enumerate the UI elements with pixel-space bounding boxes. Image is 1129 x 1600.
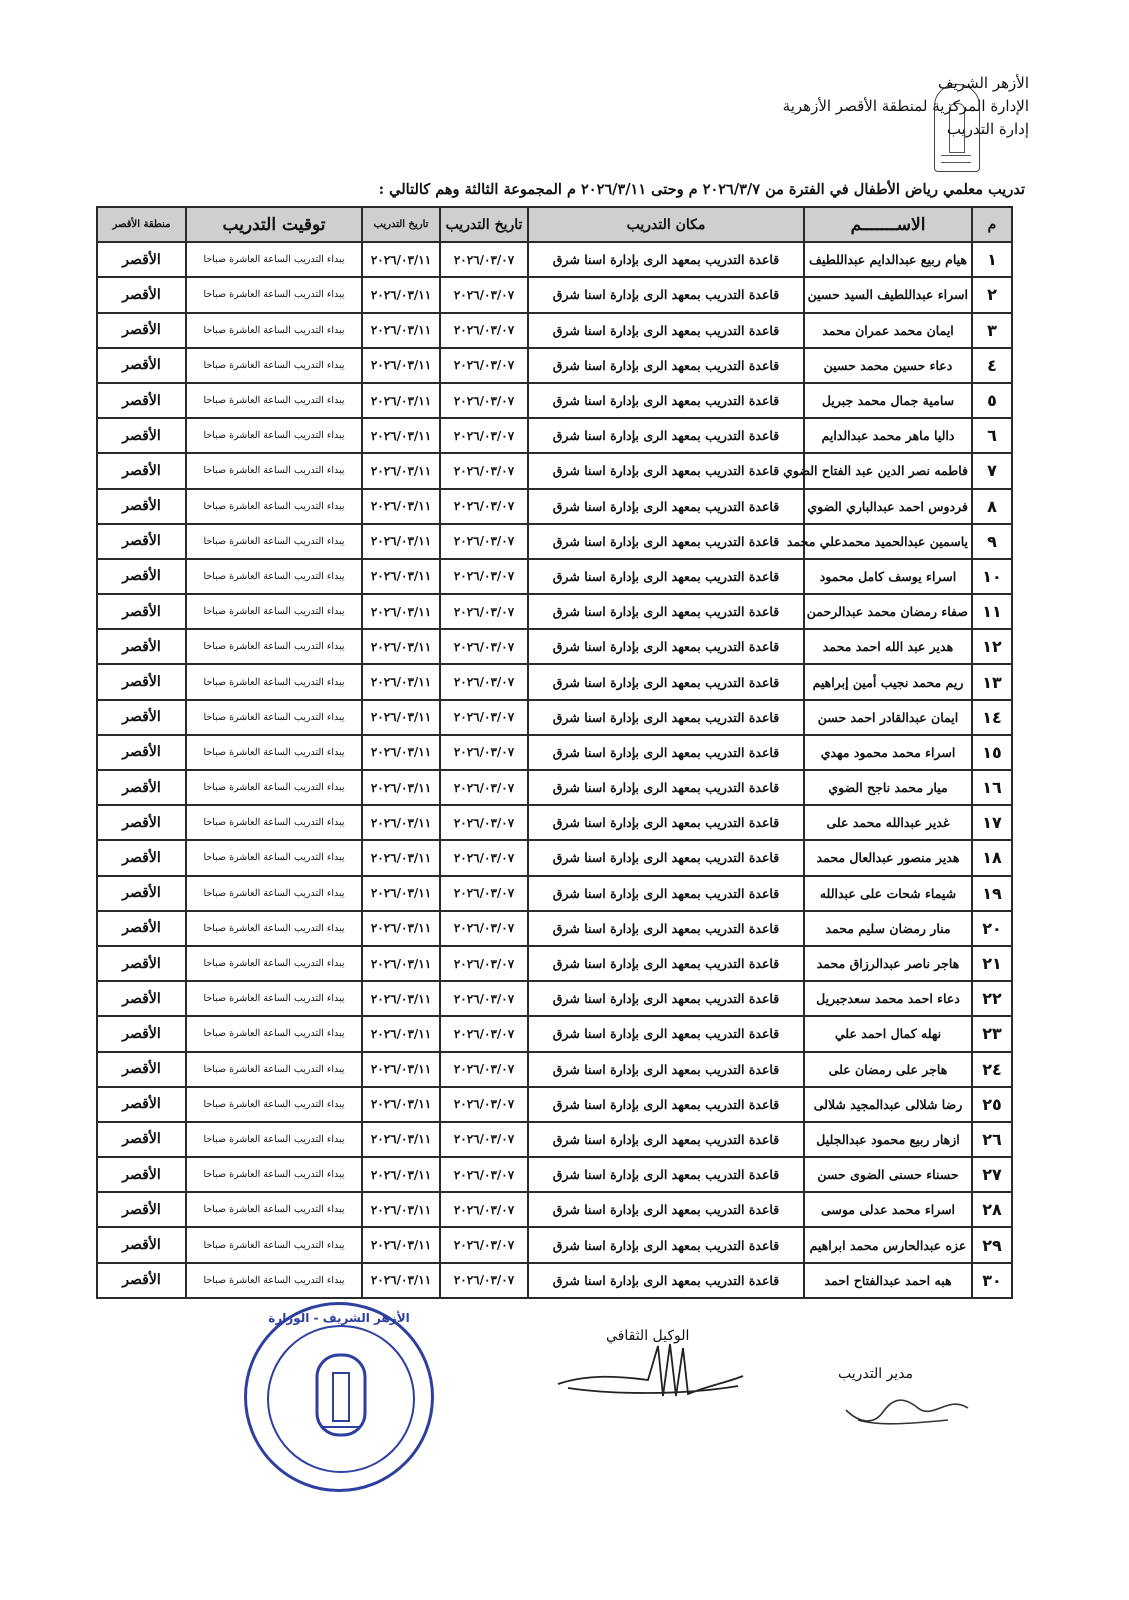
header-num: م [972, 207, 1012, 242]
cell-end: ٢٠٢٦/٠٣/١١ [362, 559, 440, 594]
cell-region: الأقصر [97, 1263, 186, 1298]
table-row [97, 453, 1012, 488]
cell-place: قاعدة التدريب بمعهد الرى بإدارة اسنا شرق [528, 1192, 804, 1227]
letterhead-line-2: الإدارة المركزية لمنطقة الأقصر الأزهرية [782, 97, 1029, 115]
cell-place: قاعدة التدريب بمعهد الرى بإدارة اسنا شرق [528, 418, 804, 453]
cell-start: ٢٠٢٦/٠٣/٠٧ [440, 1087, 528, 1122]
cell-start: ٢٠٢٦/٠٣/٠٧ [440, 770, 528, 805]
letterhead-line-1: الأزهر الشريف [937, 74, 1029, 92]
cell-end: ٢٠٢٦/٠٣/١١ [362, 489, 440, 524]
cell-time: يبداء التدريب الساعة العاشرة صباحا [186, 911, 362, 946]
cell-end: ٢٠٢٦/٠٣/١١ [362, 700, 440, 735]
cell-region: الأقصر [97, 524, 186, 559]
cell-start: ٢٠٢٦/٠٣/٠٧ [440, 383, 528, 418]
cell-num: ٤ [972, 348, 1012, 383]
cell-end: ٢٠٢٦/٠٣/١١ [362, 242, 440, 277]
cell-place: قاعدة التدريب بمعهد الرى بإدارة اسنا شرق [528, 805, 804, 840]
cell-num: ٢٢ [972, 981, 1012, 1016]
cell-start: ٢٠٢٦/٠٣/٠٧ [440, 524, 528, 559]
cell-name: هدير منصور عبدالعال محمد [804, 840, 972, 875]
cell-start: ٢٠٢٦/٠٣/٠٧ [440, 1122, 528, 1157]
cell-region: الأقصر [97, 840, 186, 875]
cell-num: ١٤ [972, 700, 1012, 735]
cell-end: ٢٠٢٦/٠٣/١١ [362, 1192, 440, 1227]
cell-num: ٢ [972, 277, 1012, 312]
cell-start: ٢٠٢٦/٠٣/٠٧ [440, 489, 528, 524]
cell-start: ٢٠٢٦/٠٣/٠٧ [440, 559, 528, 594]
cell-time: يبداء التدريب الساعة العاشرة صباحا [186, 1263, 362, 1298]
cell-time: يبداء التدريب الساعة العاشرة صباحا [186, 524, 362, 559]
cell-region: الأقصر [97, 418, 186, 453]
cell-num: ١٨ [972, 840, 1012, 875]
cell-place: قاعدة التدريب بمعهد الرى بإدارة اسنا شرق [528, 1052, 804, 1087]
cell-time: يبداء التدريب الساعة العاشرة صباحا [186, 348, 362, 383]
cell-place: قاعدة التدريب بمعهد الرى بإدارة اسنا شرق [528, 1122, 804, 1157]
cell-place: قاعدة التدريب بمعهد الرى بإدارة اسنا شرق [528, 594, 804, 629]
cell-time: يبداء التدريب الساعة العاشرة صباحا [186, 981, 362, 1016]
cell-time: يبداء التدريب الساعة العاشرة صباحا [186, 946, 362, 981]
cell-time: يبداء التدريب الساعة العاشرة صباحا [186, 629, 362, 664]
cell-name: غدير عبدالله محمد على [804, 805, 972, 840]
cell-region: الأقصر [97, 489, 186, 524]
cell-place: قاعدة التدريب بمعهد الرى بإدارة اسنا شرق [528, 735, 804, 770]
training-manager-signature-icon [838, 1390, 978, 1430]
cell-start: ٢٠٢٦/٠٣/٠٧ [440, 348, 528, 383]
table-row [97, 489, 1012, 524]
cell-num: ١٠ [972, 559, 1012, 594]
cell-time: يبداء التدريب الساعة العاشرة صباحا [186, 840, 362, 875]
cell-end: ٢٠٢٦/٠٣/١١ [362, 524, 440, 559]
table-row [97, 876, 1012, 911]
cell-name: شيماء شحات على عبدالله [804, 876, 972, 911]
cell-region: الأقصر [97, 453, 186, 488]
cell-region: الأقصر [97, 1157, 186, 1192]
cell-start: ٢٠٢٦/٠٣/٠٧ [440, 946, 528, 981]
cell-time: يبداء التدريب الساعة العاشرة صباحا [186, 559, 362, 594]
cell-end: ٢٠٢٦/٠٣/١١ [362, 1157, 440, 1192]
table-row [97, 1087, 1012, 1122]
cell-start: ٢٠٢٦/٠٣/٠٧ [440, 453, 528, 488]
cell-name: هدير عبد الله احمد محمد [804, 629, 972, 664]
cell-name: هيام ربيع عبدالدايم عبداللطيف [804, 242, 972, 277]
cell-end: ٢٠٢٦/٠٣/١١ [362, 383, 440, 418]
cell-region: الأقصر [97, 946, 186, 981]
cell-place: قاعدة التدريب بمعهد الرى بإدارة اسنا شرق [528, 242, 804, 277]
cell-num: ١٩ [972, 876, 1012, 911]
cell-end: ٢٠٢٦/٠٣/١١ [362, 840, 440, 875]
cell-num: ٣٠ [972, 1263, 1012, 1298]
cell-end: ٢٠٢٦/٠٣/١١ [362, 664, 440, 699]
header-start-date: تاريخ التدريب [440, 207, 528, 242]
cell-end: ٢٠٢٦/٠٣/١١ [362, 629, 440, 664]
cell-num: ٢٧ [972, 1157, 1012, 1192]
cell-num: ٢٣ [972, 1016, 1012, 1051]
cell-name: رضا شلالى عبدالمجيد شلالى [804, 1087, 972, 1122]
cell-num: ١٦ [972, 770, 1012, 805]
cell-name: دعاء حسين محمد حسين [804, 348, 972, 383]
cell-num: ٧ [972, 453, 1012, 488]
cell-end: ٢٠٢٦/٠٣/١١ [362, 981, 440, 1016]
cell-num: ٩ [972, 524, 1012, 559]
cell-name: اسراء محمد محمود مهدي [804, 735, 972, 770]
cell-end: ٢٠٢٦/٠٣/١١ [362, 1122, 440, 1157]
cell-region: الأقصر [97, 383, 186, 418]
cell-region: الأقصر [97, 911, 186, 946]
table-row [97, 559, 1012, 594]
cell-region: الأقصر [97, 1087, 186, 1122]
cell-start: ٢٠٢٦/٠٣/٠٧ [440, 805, 528, 840]
table-row [97, 805, 1012, 840]
cell-name: هبه احمد عبدالفتاح احمد [804, 1263, 972, 1298]
cell-end: ٢٠٢٦/٠٣/١١ [362, 1263, 440, 1298]
cell-end: ٢٠٢٦/٠٣/١١ [362, 594, 440, 629]
table-row [97, 911, 1012, 946]
cell-place: قاعدة التدريب بمعهد الرى بإدارة اسنا شرق [528, 700, 804, 735]
cell-name: منار رمضان سليم محمد [804, 911, 972, 946]
table-row [97, 700, 1012, 735]
official-stamp [244, 1302, 434, 1492]
cell-region: الأقصر [97, 1052, 186, 1087]
roster-body [97, 242, 1012, 1298]
table-row [97, 1157, 1012, 1192]
cell-region: الأقصر [97, 1192, 186, 1227]
cell-start: ٢٠٢٦/٠٣/٠٧ [440, 1227, 528, 1262]
cell-place: قاعدة التدريب بمعهد الرى بإدارة اسنا شرق [528, 277, 804, 312]
cell-time: يبداء التدريب الساعة العاشرة صباحا [186, 1052, 362, 1087]
cell-start: ٢٠٢٦/٠٣/٠٧ [440, 664, 528, 699]
cell-region: الأقصر [97, 594, 186, 629]
cell-name: داليا ماهر محمد عبدالدايم [804, 418, 972, 453]
cell-start: ٢٠٢٦/٠٣/٠٧ [440, 1016, 528, 1051]
cell-time: يبداء التدريب الساعة العاشرة صباحا [186, 313, 362, 348]
cell-end: ٢٠٢٦/٠٣/١١ [362, 1016, 440, 1051]
roster-table [96, 206, 1013, 1299]
cell-place: قاعدة التدريب بمعهد الرى بإدارة اسنا شرق [528, 453, 804, 488]
letterhead [549, 72, 1029, 141]
cell-region: الأقصر [97, 700, 186, 735]
cell-place: قاعدة التدريب بمعهد الرى بإدارة اسنا شرق [528, 1227, 804, 1262]
cell-num: ١٧ [972, 805, 1012, 840]
cell-end: ٢٠٢٦/٠٣/١١ [362, 876, 440, 911]
table-row [97, 594, 1012, 629]
cell-num: ٦ [972, 418, 1012, 453]
cell-place: قاعدة التدريب بمعهد الرى بإدارة اسنا شرق [528, 489, 804, 524]
table-row [97, 1192, 1012, 1227]
cell-end: ٢٠٢٦/٠٣/١١ [362, 1052, 440, 1087]
table-row [97, 313, 1012, 348]
cell-time: يبداء التدريب الساعة العاشرة صباحا [186, 1157, 362, 1192]
header-place: مكان التدريب [528, 207, 804, 242]
cell-region: الأقصر [97, 313, 186, 348]
table-row [97, 383, 1012, 418]
stamp-emblem-icon [309, 1345, 373, 1445]
cell-place: قاعدة التدريب بمعهد الرى بإدارة اسنا شرق [528, 383, 804, 418]
intro-text: تدريب معلمي رياض الأطفال في الفترة من ٢٠٢٦/٣/٧ م وحتى ٢٠٢٦/٣/١١ م المجموعة الثالثة وهم كالتالي : [378, 181, 1025, 198]
letterhead-line-3: إدارة التدريب [946, 120, 1029, 138]
cell-region: الأقصر [97, 981, 186, 1016]
cell-place: قاعدة التدريب بمعهد الرى بإدارة اسنا شرق [528, 840, 804, 875]
cell-end: ٢٠٢٦/٠٣/١١ [362, 805, 440, 840]
cell-place: قاعدة التدريب بمعهد الرى بإدارة اسنا شرق [528, 911, 804, 946]
cell-place: قاعدة التدريب بمعهد الرى بإدارة اسنا شرق [528, 1157, 804, 1192]
table-row [97, 664, 1012, 699]
cell-time: يبداء التدريب الساعة العاشرة صباحا [186, 489, 362, 524]
cell-end: ٢٠٢٦/٠٣/١١ [362, 911, 440, 946]
cell-name: سامية جمال محمد جبريل [804, 383, 972, 418]
cell-time: يبداء التدريب الساعة العاشرة صباحا [186, 383, 362, 418]
table-row [97, 277, 1012, 312]
cell-region: الأقصر [97, 876, 186, 911]
cell-num: ٢٠ [972, 911, 1012, 946]
cell-place: قاعدة التدريب بمعهد الرى بإدارة اسنا شرق [528, 629, 804, 664]
cell-place: قاعدة التدريب بمعهد الرى بإدارة اسنا شرق [528, 981, 804, 1016]
training-manager-label: مدير التدريب [838, 1366, 914, 1382]
cell-name: صفاء رمضان محمد عبدالرحمن [804, 594, 972, 629]
cell-name: ميار محمد ناجح الضوي [804, 770, 972, 805]
table-row [97, 735, 1012, 770]
cell-place: قاعدة التدريب بمعهد الرى بإدارة اسنا شرق [528, 1263, 804, 1298]
cell-name: هاجر على رمضان على [804, 1052, 972, 1087]
cell-region: الأقصر [97, 770, 186, 805]
cell-end: ٢٠٢٦/٠٣/١١ [362, 1227, 440, 1262]
cell-name: هاجر ناصر عبدالرزاق محمد [804, 946, 972, 981]
table-row [97, 840, 1012, 875]
cell-num: ٢٤ [972, 1052, 1012, 1087]
cell-start: ٢٠٢٦/٠٣/٠٧ [440, 418, 528, 453]
cell-start: ٢٠٢٦/٠٣/٠٧ [440, 700, 528, 735]
cell-start: ٢٠٢٦/٠٣/٠٧ [440, 735, 528, 770]
roster-table-wrapper [96, 206, 1011, 1299]
cell-name: دعاء احمد محمد سعدجبريل [804, 981, 972, 1016]
cell-region: الأقصر [97, 629, 186, 664]
cell-place: قاعدة التدريب بمعهد الرى بإدارة اسنا شرق [528, 876, 804, 911]
cell-num: ١٢ [972, 629, 1012, 664]
cell-num: ٢١ [972, 946, 1012, 981]
cell-region: الأقصر [97, 735, 186, 770]
cell-time: يبداء التدريب الساعة العاشرة صباحا [186, 805, 362, 840]
table-header-row [97, 207, 1012, 242]
cell-region: الأقصر [97, 1122, 186, 1157]
header-name: الاســـــــم [804, 207, 972, 242]
cell-name: عزه عبدالحارس محمد ابراهيم [804, 1227, 972, 1262]
table-row [97, 348, 1012, 383]
header-region: منطقة الأقصر [97, 207, 186, 242]
cell-name: ازهار ربيع محمود عبدالجليل [804, 1122, 972, 1157]
cell-start: ٢٠٢٦/٠٣/٠٧ [440, 277, 528, 312]
cell-name: حسناء حسنى الضوى حسن [804, 1157, 972, 1192]
cell-end: ٢٠٢٦/٠٣/١١ [362, 277, 440, 312]
cell-start: ٢٠٢٦/٠٣/٠٧ [440, 242, 528, 277]
cell-time: يبداء التدريب الساعة العاشرة صباحا [186, 1087, 362, 1122]
cell-name: ايمان عبدالقادر احمد حسن [804, 700, 972, 735]
cell-end: ٢٠٢٦/٠٣/١١ [362, 453, 440, 488]
cell-num: ٢٥ [972, 1087, 1012, 1122]
cell-end: ٢٠٢٦/٠٣/١١ [362, 946, 440, 981]
cell-start: ٢٠٢٦/٠٣/٠٧ [440, 840, 528, 875]
cell-name: فاطمه نصر الدين عبد الفتاح الضوي [804, 453, 972, 488]
cell-name: اسراء محمد عدلى موسى [804, 1192, 972, 1227]
cell-time: يبداء التدريب الساعة العاشرة صباحا [186, 242, 362, 277]
cell-place: قاعدة التدريب بمعهد الرى بإدارة اسنا شرق [528, 770, 804, 805]
cell-name: فردوس احمد عبدالباري الضوي [804, 489, 972, 524]
cell-start: ٢٠٢٦/٠٣/٠٧ [440, 1192, 528, 1227]
header-end-date: تاريخ التدريب [362, 207, 440, 242]
cell-start: ٢٠٢٦/٠٣/٠٧ [440, 313, 528, 348]
cell-num: ٢٨ [972, 1192, 1012, 1227]
cell-end: ٢٠٢٦/٠٣/١١ [362, 1087, 440, 1122]
table-row [97, 1263, 1012, 1298]
cell-end: ٢٠٢٦/٠٣/١١ [362, 313, 440, 348]
cell-place: قاعدة التدريب بمعهد الرى بإدارة اسنا شرق [528, 559, 804, 594]
cell-name: ريم محمد نجيب أمين إبراهيم [804, 664, 972, 699]
table-row [97, 1052, 1012, 1087]
cell-region: الأقصر [97, 348, 186, 383]
cell-place: قاعدة التدريب بمعهد الرى بإدارة اسنا شرق [528, 946, 804, 981]
cell-time: يبداء التدريب الساعة العاشرة صباحا [186, 876, 362, 911]
table-row [97, 946, 1012, 981]
cell-region: الأقصر [97, 1227, 186, 1262]
cell-region: الأقصر [97, 242, 186, 277]
cell-time: يبداء التدريب الساعة العاشرة صباحا [186, 277, 362, 312]
cell-time: يبداء التدريب الساعة العاشرة صباحا [186, 1016, 362, 1051]
cell-place: قاعدة التدريب بمعهد الرى بإدارة اسنا شرق [528, 348, 804, 383]
cell-time: يبداء التدريب الساعة العاشرة صباحا [186, 664, 362, 699]
cell-start: ٢٠٢٦/٠٣/٠٧ [440, 911, 528, 946]
table-row [97, 981, 1012, 1016]
cell-place: قاعدة التدريب بمعهد الرى بإدارة اسنا شرق [528, 524, 804, 559]
cell-num: ٨ [972, 489, 1012, 524]
cell-num: ٥ [972, 383, 1012, 418]
cell-place: قاعدة التدريب بمعهد الرى بإدارة اسنا شرق [528, 1016, 804, 1051]
cell-num: ١٥ [972, 735, 1012, 770]
cell-time: يبداء التدريب الساعة العاشرة صباحا [186, 1192, 362, 1227]
cell-time: يبداء التدريب الساعة العاشرة صباحا [186, 453, 362, 488]
cell-start: ٢٠٢٦/٠٣/٠٧ [440, 594, 528, 629]
cell-num: ١١ [972, 594, 1012, 629]
cell-start: ٢٠٢٦/٠٣/٠٧ [440, 1157, 528, 1192]
cell-place: قاعدة التدريب بمعهد الرى بإدارة اسنا شرق [528, 313, 804, 348]
cell-region: الأقصر [97, 1016, 186, 1051]
stamp-text: الأزهر الشريف - الوزارة [268, 1311, 410, 1325]
cell-end: ٢٠٢٦/٠٣/١١ [362, 735, 440, 770]
cell-region: الأقصر [97, 559, 186, 594]
cell-start: ٢٠٢٦/٠٣/٠٧ [440, 876, 528, 911]
table-row [97, 242, 1012, 277]
cell-time: يبداء التدريب الساعة العاشرة صباحا [186, 594, 362, 629]
cell-start: ٢٠٢٦/٠٣/٠٧ [440, 981, 528, 1016]
cell-end: ٢٠٢٦/٠٣/١١ [362, 770, 440, 805]
cultural-deputy-signature-icon [548, 1336, 748, 1406]
header-time: توقيت التدريب [186, 207, 362, 242]
cell-time: يبداء التدريب الساعة العاشرة صباحا [186, 770, 362, 805]
cell-num: ٣ [972, 313, 1012, 348]
cell-num: ١٣ [972, 664, 1012, 699]
table-row [97, 418, 1012, 453]
cell-num: ١ [972, 242, 1012, 277]
cell-start: ٢٠٢٦/٠٣/٠٧ [440, 1263, 528, 1298]
table-row [97, 1227, 1012, 1262]
cell-name: ايمان محمد عمران محمد [804, 313, 972, 348]
table-row [97, 629, 1012, 664]
cell-time: يبداء التدريب الساعة العاشرة صباحا [186, 700, 362, 735]
table-row [97, 524, 1012, 559]
cell-place: قاعدة التدريب بمعهد الرى بإدارة اسنا شرق [528, 664, 804, 699]
cell-time: يبداء التدريب الساعة العاشرة صباحا [186, 418, 362, 453]
cell-name: اسراء عبداللطيف السيد حسين [804, 277, 972, 312]
cell-start: ٢٠٢٦/٠٣/٠٧ [440, 629, 528, 664]
cell-end: ٢٠٢٦/٠٣/١١ [362, 418, 440, 453]
cell-place: قاعدة التدريب بمعهد الرى بإدارة اسنا شرق [528, 1087, 804, 1122]
cell-name: اسراء يوسف كامل محمود [804, 559, 972, 594]
cultural-deputy-label: الوكيل الثقافي [606, 1328, 690, 1344]
table-row [97, 1122, 1012, 1157]
cell-num: ٢٩ [972, 1227, 1012, 1262]
cell-region: الأقصر [97, 277, 186, 312]
cell-time: يبداء التدريب الساعة العاشرة صباحا [186, 1122, 362, 1157]
cell-start: ٢٠٢٦/٠٣/٠٧ [440, 1052, 528, 1087]
cell-name: نهله كمال احمد علي [804, 1016, 972, 1051]
table-row [97, 770, 1012, 805]
cell-region: الأقصر [97, 664, 186, 699]
cell-region: الأقصر [97, 805, 186, 840]
cell-end: ٢٠٢٦/٠٣/١١ [362, 348, 440, 383]
cell-num: ٢٦ [972, 1122, 1012, 1157]
cell-time: يبداء التدريب الساعة العاشرة صباحا [186, 735, 362, 770]
cell-name: ياسمين عبدالحميد محمدعلي محمد [804, 524, 972, 559]
cell-time: يبداء التدريب الساعة العاشرة صباحا [186, 1227, 362, 1262]
table-row [97, 1016, 1012, 1051]
